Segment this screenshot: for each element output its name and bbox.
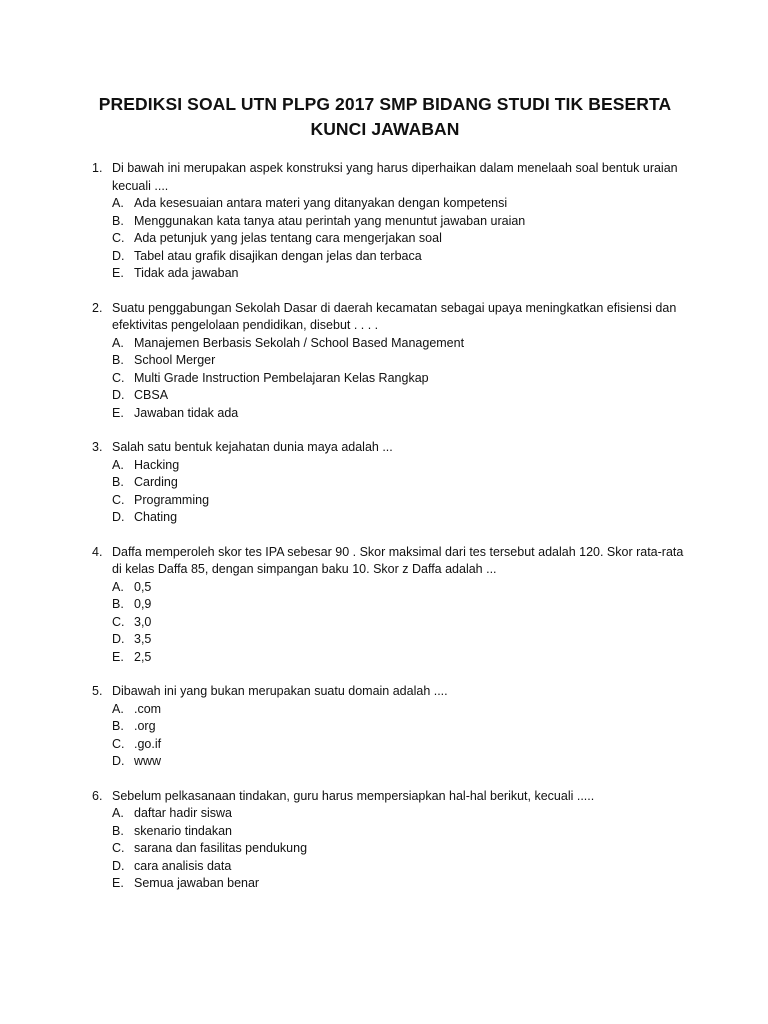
question-text: Sebelum pelkasanaan tindakan, guru harus mempersiapkan hal-hal berikut, kecuali ..... bbox=[112, 788, 595, 803]
option-d bbox=[112, 858, 684, 876]
option-b bbox=[112, 352, 684, 370]
option-b bbox=[112, 213, 684, 231]
option-a bbox=[112, 579, 684, 597]
option-letter: C. bbox=[112, 736, 125, 751]
option-letter: E. bbox=[112, 405, 124, 420]
option-e bbox=[112, 265, 684, 283]
option-list bbox=[112, 335, 684, 423]
option-e bbox=[112, 649, 684, 667]
option-text: Programming bbox=[134, 492, 210, 507]
question-text: Di bawah ini merupakan aspek konstruksi yang harus diperhaikan dalam menelaah soal bentuk uraian kecuali .... bbox=[112, 161, 678, 193]
option-c bbox=[112, 230, 684, 248]
option-letter: B. bbox=[112, 213, 124, 228]
question-4 bbox=[92, 544, 684, 667]
option-letter: A. bbox=[112, 196, 124, 210]
option-d bbox=[112, 387, 684, 405]
question-3 bbox=[92, 439, 684, 527]
option-c bbox=[112, 840, 684, 858]
option-list bbox=[112, 195, 684, 283]
option-text: Tabel atau grafik disajikan dengan jelas dan terbaca bbox=[134, 248, 422, 263]
option-text: CBSA bbox=[134, 388, 169, 402]
option-text: Menggunakan kata tanya atau perintah yang menuntut jawaban uraian bbox=[134, 213, 526, 228]
option-text: 2,5 bbox=[134, 649, 152, 664]
option-a bbox=[112, 195, 684, 213]
option-text: Tidak ada jawaban bbox=[134, 266, 239, 280]
option-d bbox=[112, 631, 684, 649]
option-text: Carding bbox=[134, 475, 178, 489]
option-letter: C. bbox=[112, 370, 125, 385]
option-letter: D. bbox=[112, 248, 125, 263]
option-text: www bbox=[134, 754, 162, 768]
option-text: Ada kesesuaian antara materi yang ditanyakan dengan kompetensi bbox=[134, 196, 508, 210]
option-letter: E. bbox=[112, 876, 124, 890]
option-letter: D. bbox=[112, 754, 125, 768]
option-text: daftar hadir siswa bbox=[134, 806, 232, 820]
option-letter: D. bbox=[112, 510, 125, 524]
option-letter: C. bbox=[112, 614, 125, 629]
option-text: Multi Grade Instruction Pembelajaran Kelas Rangkap bbox=[134, 370, 429, 385]
option-b bbox=[112, 718, 684, 736]
option-b bbox=[112, 823, 684, 841]
option-list bbox=[112, 579, 684, 667]
option-text: .go.if bbox=[134, 736, 162, 751]
option-text: 3,5 bbox=[134, 632, 152, 646]
option-d bbox=[112, 753, 684, 771]
question-6 bbox=[92, 788, 684, 893]
option-c bbox=[112, 614, 684, 632]
question-text: Suatu penggabungan Sekolah Dasar di daerah kecamatan sebagai upaya meningkatkan efisiensi dan efektivitas pengelolaan pendidikan, disebut . . . . bbox=[112, 300, 677, 332]
option-text: Hacking bbox=[134, 457, 180, 472]
option-text: Ada petunjuk yang jelas tentang cara mengerjakan soal bbox=[134, 231, 442, 245]
option-letter: C. bbox=[112, 841, 125, 855]
option-b bbox=[112, 596, 684, 614]
title-line-1: PREDIKSI SOAL UTN PLPG 2017 SMP BIDANG STUDI TIK BESERTA bbox=[98, 94, 672, 114]
option-letter: C. bbox=[112, 231, 125, 245]
option-letter: B. bbox=[112, 597, 124, 611]
question-text: Daffa memperoleh skor tes IPA sebesar 90 . Skor maksimal dari tes tersebut adalah 120. Skor rata-rata di kelas Daffa 85, dengan simpangan baku 10. Skor z Daffa adalah ... bbox=[112, 544, 684, 576]
question-text: Dibawah ini yang bukan merupakan suatu domain adalah .... bbox=[112, 684, 448, 698]
option-text: 0,9 bbox=[134, 597, 152, 611]
option-letter: D. bbox=[112, 632, 125, 646]
option-d bbox=[112, 509, 684, 527]
option-text: 0,5 bbox=[134, 579, 152, 594]
option-letter: A. bbox=[112, 579, 124, 594]
option-text: sarana dan fasilitas pendukung bbox=[134, 841, 308, 855]
question-number: 3. bbox=[92, 440, 103, 454]
option-letter: A. bbox=[112, 335, 124, 350]
option-letter: A. bbox=[112, 457, 124, 472]
option-text: 3,0 bbox=[134, 614, 152, 629]
option-letter: B. bbox=[112, 823, 124, 838]
option-letter: E. bbox=[112, 266, 124, 280]
page-title bbox=[90, 92, 680, 142]
option-text: skenario tindakan bbox=[134, 823, 232, 838]
option-c bbox=[112, 736, 684, 754]
option-text: Manajemen Berbasis Sekolah / School Based Management bbox=[134, 335, 465, 350]
option-b bbox=[112, 474, 684, 492]
option-text: Jawaban tidak ada bbox=[134, 405, 239, 420]
question-text: Salah satu bentuk kejahatan dunia maya adalah ... bbox=[112, 440, 393, 454]
option-text: cara analisis data bbox=[134, 858, 232, 873]
option-a bbox=[112, 457, 684, 475]
option-letter: C. bbox=[112, 492, 125, 507]
question-1 bbox=[92, 160, 684, 283]
option-text: .com bbox=[134, 701, 162, 716]
option-list bbox=[112, 701, 684, 771]
option-letter: B. bbox=[112, 475, 124, 489]
option-letter: A. bbox=[112, 806, 124, 820]
option-text: Semua jawaban benar bbox=[134, 876, 260, 890]
question-number: 5. bbox=[92, 684, 103, 698]
option-text: Chating bbox=[134, 510, 178, 524]
option-letter: B. bbox=[112, 719, 124, 733]
title-line-2: KUNCI JAWABAN bbox=[310, 119, 460, 139]
question-list bbox=[92, 160, 684, 910]
option-a bbox=[112, 335, 684, 353]
option-a bbox=[112, 805, 684, 823]
question-5 bbox=[92, 683, 684, 771]
question-2 bbox=[92, 300, 684, 423]
option-letter: B. bbox=[112, 353, 124, 367]
option-text: School Merger bbox=[134, 353, 216, 367]
option-letter: D. bbox=[112, 388, 125, 402]
option-c bbox=[112, 370, 684, 388]
option-letter: A. bbox=[112, 701, 124, 716]
option-text: .org bbox=[134, 719, 156, 733]
question-number: 4. bbox=[92, 544, 103, 559]
option-list bbox=[112, 805, 684, 893]
option-d bbox=[112, 248, 684, 266]
question-number: 6. bbox=[92, 788, 103, 803]
option-letter: D. bbox=[112, 858, 125, 873]
option-c bbox=[112, 492, 684, 510]
question-number: 1. bbox=[92, 161, 103, 175]
option-letter: E. bbox=[112, 649, 124, 664]
option-a bbox=[112, 701, 684, 719]
question-number: 2. bbox=[92, 300, 103, 315]
option-e bbox=[112, 875, 684, 893]
option-e bbox=[112, 405, 684, 423]
option-list bbox=[112, 457, 684, 527]
